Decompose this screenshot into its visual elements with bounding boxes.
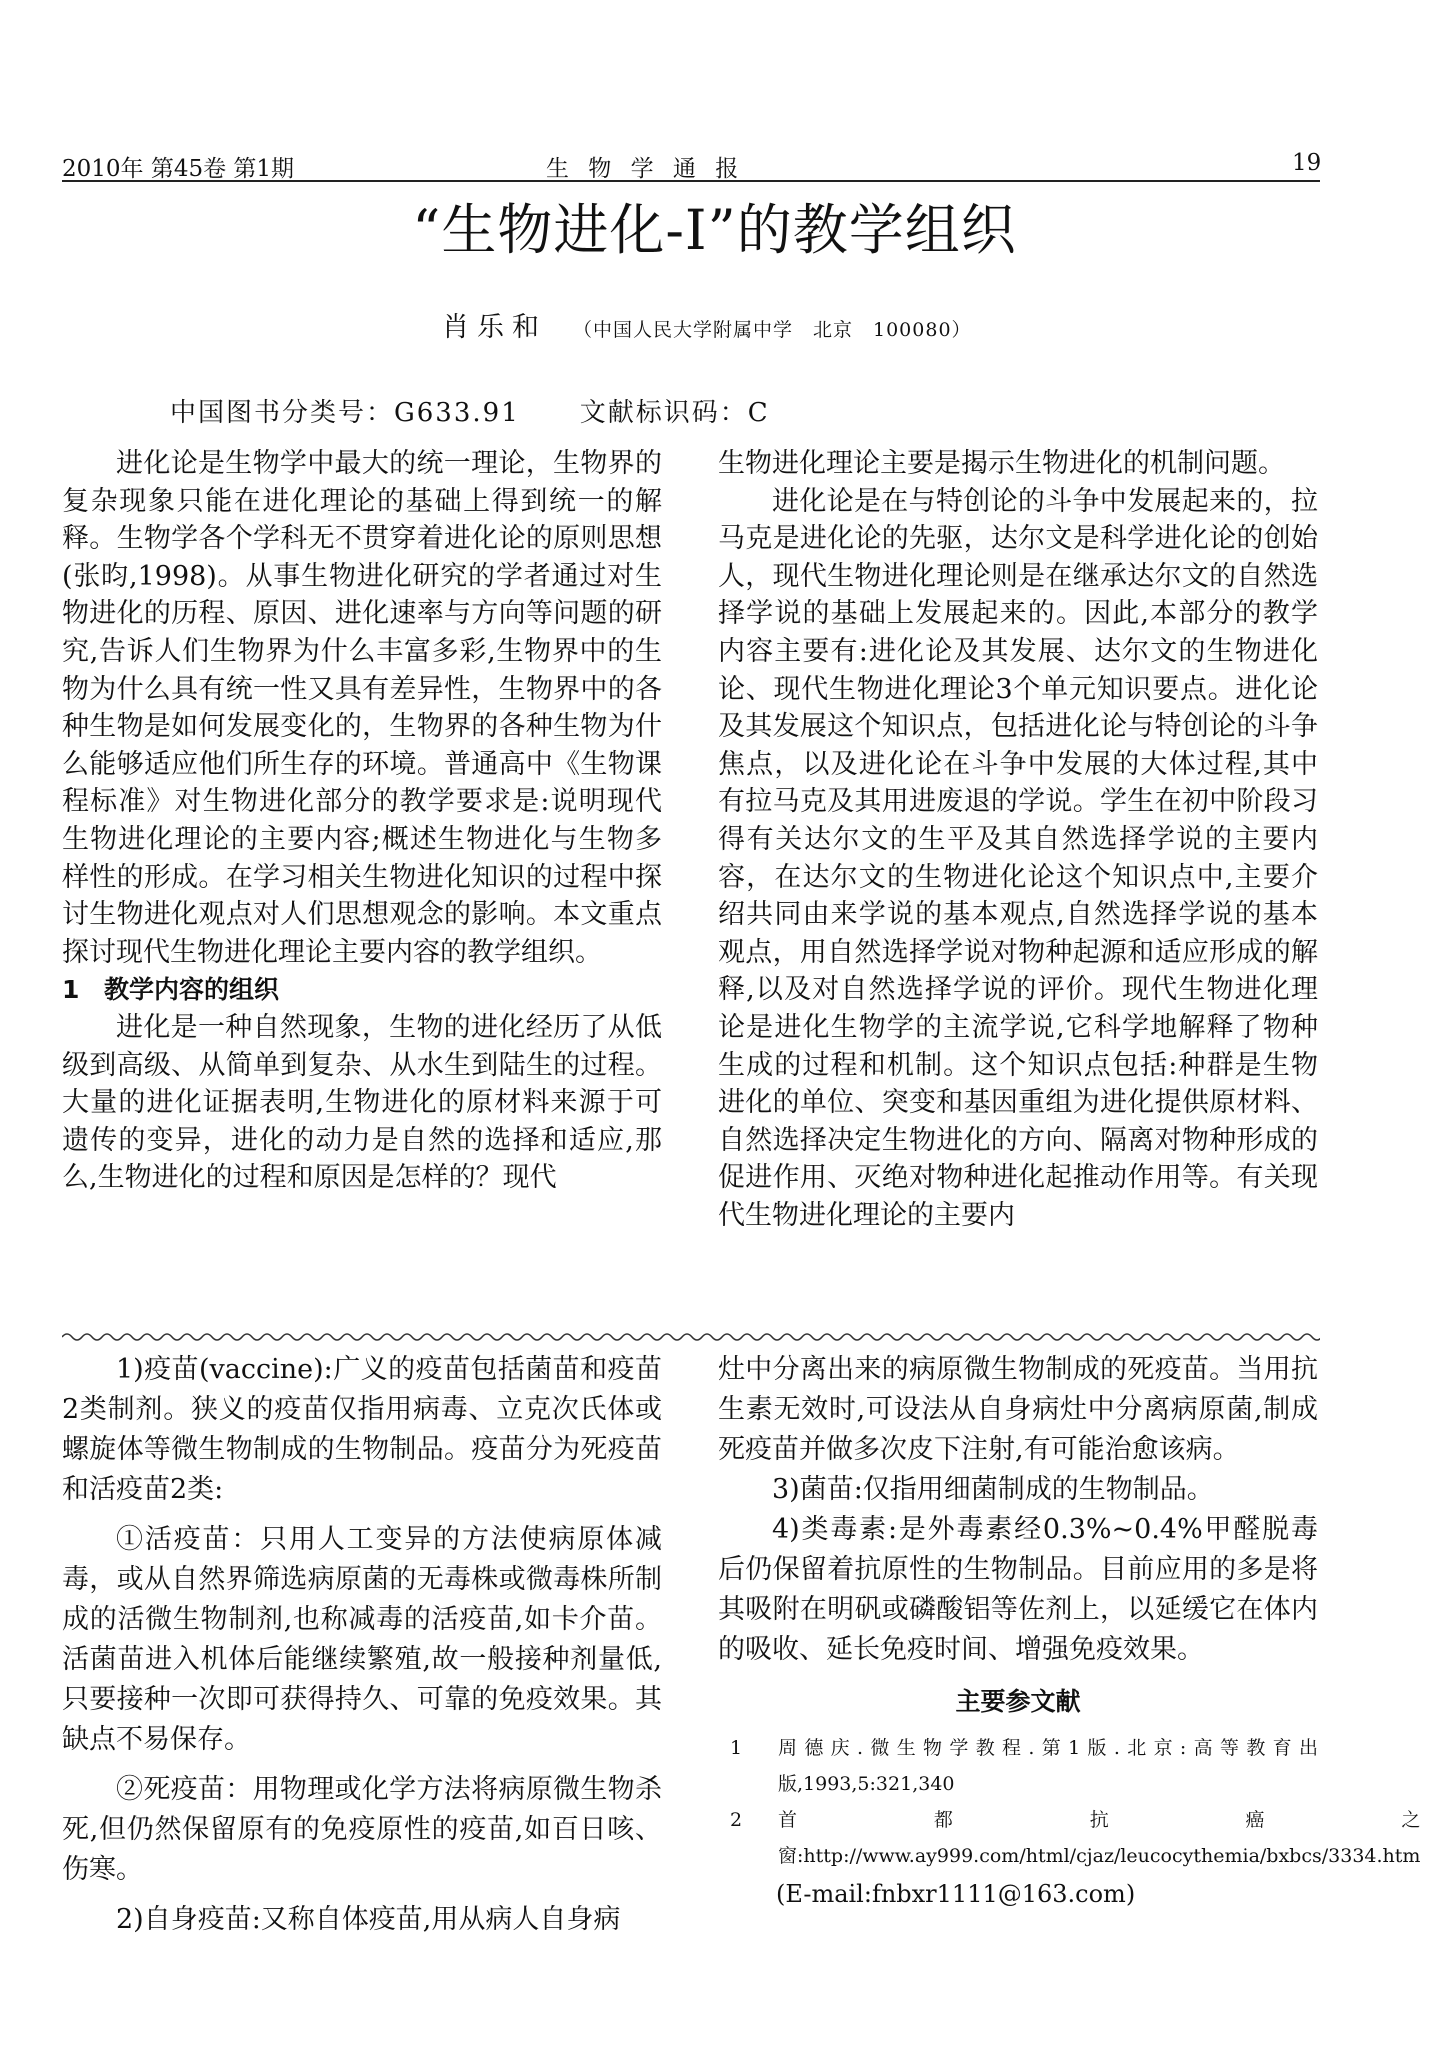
- content-paragraph: 进化论是在与特创论的斗争中发展起来的，拉马克是进化论的先驱，达尔文是科学进化论的创始人，现代生物进化理论则是在继承达尔文的自然选择学说的基础上发展起来的。因此,本部分的教学内容主要有:进化论及其发展、达尔文的生物进化论、现代生物进化理论3个单元知识要点。进化论及其发展这个知识点，包括进化论与特创论的斗争焦点，以及进化论在斗争中发展的大体过程,其中有拉马克及其用进废退的学说。学生在初中阶段习得有关达尔文的生平及其自然选择学说的主要内容，在达尔文的生物进化论这个知识点中,主要介绍共同由来学说的基本观点,自然选择学说的基本观点，用自然选择学说对物种起源和适应形成的解释,以及对自然选择学说的评价。现代生物进化理论是进化生物学的主流学说,它科学地解释了物种生成的过程和机制。这个知识点包括:种群是生物进化的单位、突变和基因重组为进化提供原材料、自然选择决定生物进化的方向、隔离对物种形成的促进作用、灭绝对物种进化起推动作用等。有关现代生物进化理论的主要内: [718, 485, 1318, 1231]
- header-rule: [62, 180, 1320, 182]
- clc-number: 中国图书分类号：G633.91: [170, 398, 520, 428]
- note-vaccine: 1)疫苗(vaccine):广义的疫苗包括菌苗和疫苗2类制剂。狭义的疫苗仅指用病毒、立克次氏体或螺旋体等微生物制成的生物制品。疫苗分为死疫苗和活疫苗2类:: [62, 1354, 662, 1505]
- reference-text: 周德庆.微生物学教程.第1版.北京:高等教育出版,1993,5:321,340: [778, 1737, 1318, 1795]
- reference-number: 2: [730, 1809, 743, 1831]
- section-number: 1: [62, 975, 80, 1005]
- note-continued: 灶中分离出来的病原微生物制成的死疫苗。当用抗生素无效时,可设法从自身病灶中分离病原菌,制成死疫苗并做多次皮下注射,有可能治愈该病。: [718, 1354, 1318, 1465]
- note-toxoid: 4)类毒素:是外毒素经0.3%~0.4%甲醛脱毒后仍保留着抗原性的生物制品。目前应用的多是将其吸附在明矾或磷酸铝等佐剂上，以延缓它在体内的吸收、延长免疫时间、增强免疫效果。: [718, 1514, 1318, 1665]
- continued-paragraph: 生物进化理论主要是揭示生物进化的机制问题。: [718, 448, 1285, 479]
- section-paragraph: 进化是一种自然现象，生物的进化经历了从低级到高级、从简单到复杂、从水生到陆生的过程。大量的进化证据表明,生物进化的原材料来源于可遗传的变异，进化的动力是自然的选择和适应,那么,生物进化的过程和原因是怎样的？现代: [62, 1011, 662, 1194]
- author-name: 肖乐和: [442, 312, 547, 343]
- document-code: 文献标识码：C: [579, 398, 770, 428]
- note-bacterin: 3)菌苗:仅指用细菌制成的生物制品。: [772, 1474, 1214, 1505]
- journal-name: 生 物 学 通 报: [546, 156, 745, 182]
- author-email[interactable]: (E-mail:fnbxr1111@163.com): [776, 1880, 1136, 1908]
- author-line: [442, 305, 972, 344]
- intro-paragraph: 进化论是生物学中最大的统一理论，生物界的复杂现象只能在进化理论的基础上得到统一的解释。生物学各个学科无不贯穿着进化论的原则思想(张昀,1998)。从事生物进化研究的学者通过对生物进化的历程、原因、进化速率与方向等问题的研究,告诉人们生物界为什么丰富多彩,生物界中的生物为什么具有统一性又具有差异性，生物界中的各种生物是如何发展变化的，生物界的各种生物为什么能够适应他们所生存的环境。普通高中《生物课程标准》对生物进化部分的教学要求是:说明现代生物进化理论的主要内容;概述生物进化与生物多样性的形成。在学习相关生物进化知识的过程中探讨生物进化观点对人们思想观念的影响。本文重点探讨现代生物进化理论主要内容的教学组织。: [62, 448, 662, 968]
- body-column-left: [62, 445, 662, 1197]
- notes-column-left: [62, 1350, 662, 1940]
- reference-item: [718, 1802, 1421, 1874]
- author-affiliation: （中国人民大学附属中学 北京 100080）: [573, 319, 972, 341]
- note-dead-vaccine: ②死疫苗：用物理或化学方法将病原微生物杀死,但仍然保留原有的免疫原性的疫苗,如百日咳、伤寒。: [62, 1774, 662, 1885]
- section-title: 教学内容的组织: [104, 975, 280, 1005]
- journal-issue: 2010年 第45卷 第1期: [62, 156, 295, 182]
- article-title: “生物进化-Ⅰ”的教学组织: [412, 198, 1017, 262]
- reference-item: [718, 1730, 1318, 1802]
- notes-column-right: [718, 1350, 1421, 1914]
- page-number: 19: [1292, 150, 1322, 176]
- reference-link[interactable]: 首都抗癌之窗:http://www.ay999.com/html/cjaz/leucocythemia/bxbcs/3334.htm: [778, 1809, 1421, 1867]
- note-autogenous-vaccine: 2)自身疫苗:又称自体疫苗,用从病人自身病: [116, 1904, 621, 1935]
- note-live-vaccine: ①活疫苗：只用人工变异的方法使病原体减毒，或从自然界筛选病原菌的无毒株或微毒株所制成的活微生物制剂,也称减毒的活疫苗,如卡介苗。活菌苗进入机体后能继续繁殖,故一般接种剂量低,只要接种一次即可获得持久、可靠的免疫效果。其缺点不易保存。: [62, 1524, 662, 1755]
- section-heading: [62, 971, 662, 1009]
- classification-line: [170, 392, 770, 429]
- wavy-divider: [62, 1330, 1320, 1344]
- body-column-right: [718, 445, 1318, 1234]
- reference-number: 1: [730, 1737, 743, 1759]
- references-heading: 主要参文献: [955, 1687, 1081, 1716]
